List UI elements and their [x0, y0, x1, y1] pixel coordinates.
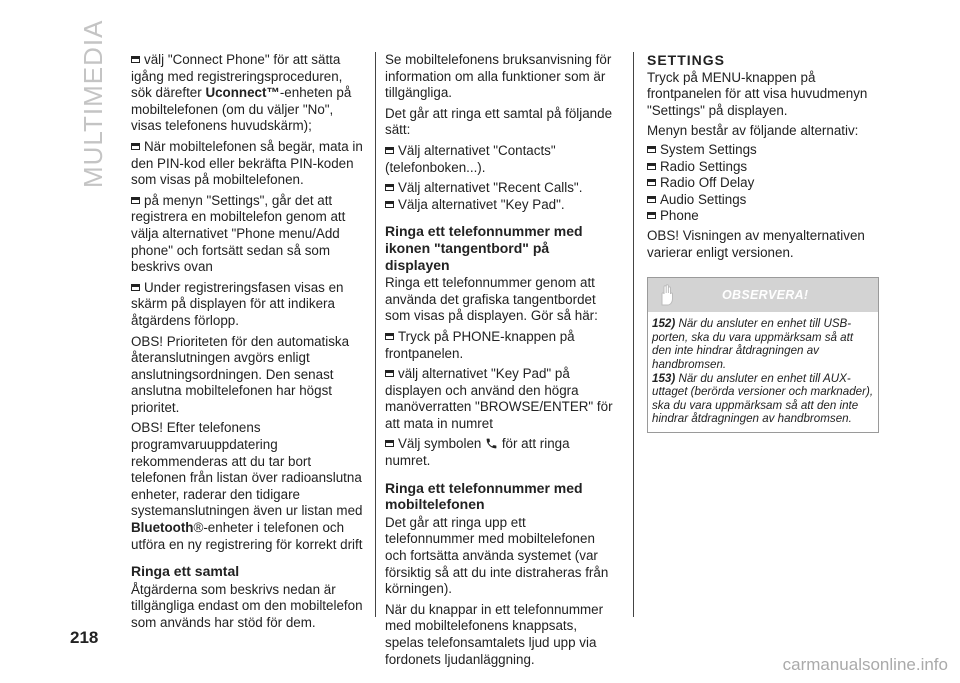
paragraph-manual-ref: Se mobiltelefonens bruksanvisning för information om alla funktioner som är tillgängliga.: [385, 52, 612, 101]
bullet-select-symbol: Välj symbolen för att ringa numret.: [385, 436, 570, 469]
bullet-key-pad-browse: välj alternativet "Key Pad" på displayen och använd den högra manöverratten "BROWSE/ENTER" för att mata in numret: [385, 366, 613, 431]
warning-note-body: [648, 312, 878, 432]
paragraph-menu-options: Menyn består av följande alternativ:: [647, 123, 859, 139]
list-item: Radio Off Delay: [647, 175, 879, 192]
paragraph-make-call: Åtgärderna som beskrivs nedan är tillgängliga endast om den mobiltelefon som används har stöd för dem.: [131, 581, 363, 630]
bullet-icon: [385, 201, 394, 208]
paragraph-call-ways: Det går att ringa ett samtal på följande sätt:: [385, 105, 613, 138]
bullet-settings-menu: på menyn "Settings", går det att registrera en mobiltelefon genom att välja alternativet "Phone menu/Add phone" och fortsätt sedan så som beskrivs ovan: [131, 192, 346, 275]
bullet-icon: [385, 184, 394, 191]
page-number: 218: [70, 628, 99, 647]
phone-handset-icon: [485, 437, 498, 450]
heading-keyboard-call: Ringa ett telefonnummer med ikonen "tangentbord" på displayen: [385, 223, 583, 273]
bullet-recent-calls: Välj alternativet "Recent Calls".: [385, 180, 617, 197]
settings-list: [647, 142, 879, 225]
bullet-icon: [385, 147, 394, 154]
column-divider: [375, 52, 376, 617]
bullet-pin: När mobiltelefonen så begär, mata in den PIN-kod eller bekräfta PIN-koden som visas på mobiltelefonen.: [131, 138, 363, 188]
bullet-icon: [131, 197, 140, 204]
note-152: 152) När du ansluter en enhet till USB-porten, ska du vara uppmärksam så att den inte hindrar åtdragningen av handbromsen.: [652, 317, 854, 371]
paragraph-menu-button: Tryck på MENU-knappen på frontpanelen för att visa huvudmenyn "Settings" på displayen.: [647, 69, 868, 118]
bullet-icon: [131, 284, 140, 291]
paragraph-keypad-audio: När du knappar in ett telefonnummer med mobiltelefonens knappsats, spelas telefonsamtalets ljud upp via fordonets ljudanläggning.: [385, 601, 604, 667]
list-item: System Settings: [647, 142, 879, 159]
list-item: Radio Settings: [647, 159, 879, 176]
column-1: [131, 52, 364, 636]
paragraph-software-update: OBS! Efter telefonens programvaruuppdatering rekommenderas att du tar bort telefonen från listan över radioanslutna enheter, raderar den tidigare systemanslutningen även ur listan med Bluetooth®-enheter i telefonen och utföra en ny registrering för korrekt drift: [131, 420, 363, 552]
heading-settings: SETTINGS: [647, 52, 726, 68]
paragraph-version-note: OBS! Visningen av menyalternativen varierar enligt versionen.: [647, 227, 865, 260]
bullet-icon: [131, 56, 140, 63]
bullet-contacts: Välj alternativet "Contacts" (telefonboken...).: [385, 142, 556, 175]
bullet-icon: [647, 196, 656, 203]
paragraph-priority: OBS! Prioriteten för den automatiska återanslutningen avgörs enligt anslutningsordningen. Den senast anslutna mobiltelefonen har högst prioritet.: [131, 333, 350, 415]
note-153: 153) När du ansluter en enhet till AUX-uttaget (berörda versioner och marknader), ska du vara uppmärksam så att den inte hindrar åtdragningen av handbromsen.: [652, 371, 874, 426]
hand-warning-icon: [656, 283, 678, 307]
bullet-icon: [385, 370, 394, 377]
bullet-icon: [385, 440, 394, 447]
bullet-icon: [647, 212, 656, 219]
column-2: [385, 52, 617, 672]
bullet-icon: [131, 143, 140, 150]
bullet-phone-button: Tryck på PHONE-knappen på frontpanelen.: [385, 328, 575, 361]
bullet-registration-progress: Under registreringsfasen visas en skärm på displayen för att indikera åtgärdens förlopp.: [131, 279, 344, 328]
column-3: [647, 52, 879, 433]
watermark: carmanualsonline.info: [782, 655, 948, 674]
list-item: Audio Settings: [647, 192, 879, 209]
bullet-icon: [385, 333, 394, 340]
section-sidebar-label: MULTIMEDIA: [78, 19, 108, 188]
warning-note-box: [647, 277, 879, 433]
column-divider: [633, 52, 634, 617]
list-item: Phone: [647, 208, 879, 225]
heading-mobile-call: Ringa ett telefonnummer med mobiltelefonen: [385, 479, 583, 513]
heading-make-call: Ringa ett samtal: [131, 563, 240, 580]
bullet-connect-phone: välj "Connect Phone" för att sätta igång med registreringsproceduren, sök därefter Uconnect™-enheten på mobiltelefonen (om du väljer "No", visas telefonens huvudskärm);: [131, 52, 352, 134]
paragraph-mobile-call: Det går att ringa upp ett telefonnummer med mobiltelefonen och fortsätta använda systemet (var försiktig så att du inte distraheras från körningen).: [385, 514, 609, 597]
bullet-key-pad: Välja alternativet "Key Pad".: [385, 197, 617, 214]
warning-note-title: OBSERVERA!: [722, 288, 809, 303]
bullet-icon: [647, 146, 656, 153]
warning-note-header: [648, 278, 878, 312]
bullet-icon: [647, 163, 656, 170]
paragraph-keyboard-call: Ringa ett telefonnummer genom att använda det grafiska tangentbordet som visas på displayen. Gör så här:: [385, 275, 598, 324]
bullet-icon: [647, 179, 656, 186]
